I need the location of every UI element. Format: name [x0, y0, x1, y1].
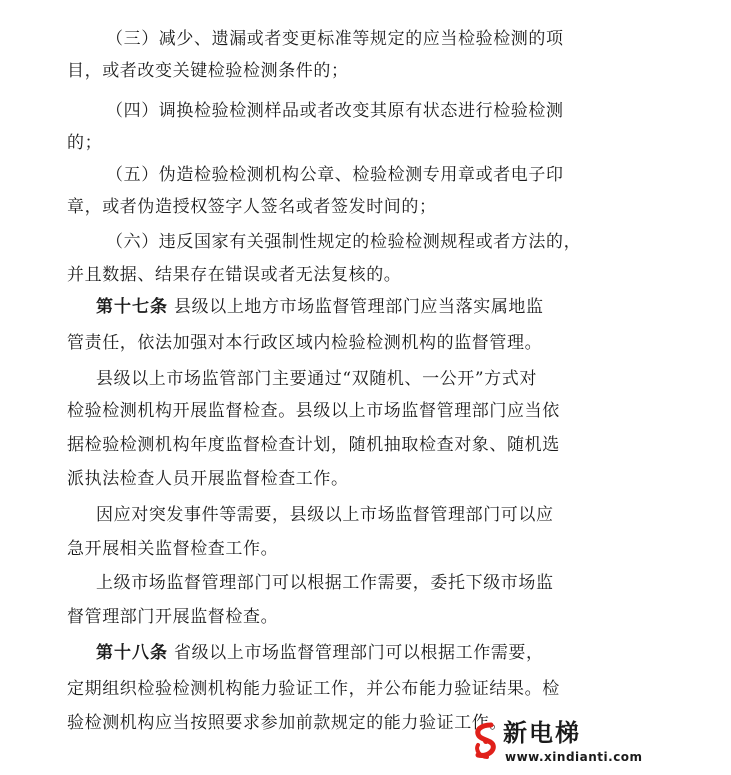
- watermark-url: www.xindianti.com: [505, 750, 643, 764]
- item-3-line-2: 目，或者改变关键检验检测条件的；: [67, 61, 349, 81]
- article-18-line-3: 验检测机构应当按照要求参加前款规定的能力验证工作。: [67, 713, 507, 733]
- article-18-line-1: [96, 638, 721, 668]
- item-6-line-1: （六）违反国家有关强制性规定的检验检测规程或者方法的，: [106, 232, 582, 252]
- paragraph-2-line-1: 县级以上市场监管部门主要通过“双随机、一公开”方式对: [96, 369, 537, 389]
- item-5-line-1: （五）伪造检验检测机构公章、检验检测专用章或者电子印: [106, 165, 564, 185]
- article-18-line-2: 定期组织检验检测机构能力验证工作，并公布能力验证结果。检: [67, 679, 560, 699]
- paragraph-2-line-4: 派执法检查人员开展监督检查工作。: [67, 469, 349, 489]
- watermark-name: 新电梯: [503, 719, 581, 747]
- paragraph-2-line-2: 检验检测机构开展监督检查。县级以上市场监督管理部门应当依: [67, 401, 560, 421]
- item-4-line-2: 的；: [67, 133, 103, 153]
- elevator-logo-icon: [469, 721, 503, 761]
- paragraph-4-line-2: 督管理部门开展监督检查。: [67, 607, 279, 627]
- article-17-title: 第十七条: [96, 297, 168, 317]
- site-watermark: [469, 717, 643, 769]
- article-18-text: 省级以上市场监督管理部门可以根据工作需要，: [174, 643, 544, 663]
- paragraph-3-line-1: 因应对突发事件等需要，县级以上市场监督管理部门可以应: [96, 505, 554, 525]
- article-17-line-1: [96, 292, 721, 322]
- item-4-line-1: （四）调换检验检测样品或者改变其原有状态进行检验检测: [106, 101, 564, 121]
- paragraph-2-line-3: 据检验检测机构年度监督检查计划，随机抽取检查对象、随机选: [67, 435, 560, 455]
- item-5-line-2: 章，或者伪造授权签字人签名或者签发时间的；: [67, 197, 437, 217]
- article-17-line-2: 管责任，依法加强对本行政区域内检验检测机构的监督管理。: [67, 333, 543, 353]
- logo-dot: [483, 738, 489, 744]
- paragraph-4-line-1: 上级市场监督管理部门可以根据工作需要，委托下级市场监: [96, 573, 554, 593]
- article-18-title: 第十八条: [96, 643, 168, 663]
- logo-stroke-lower: [477, 745, 487, 757]
- article-17-text: 县级以上地方市场监督管理部门应当落实属地监: [174, 297, 544, 317]
- item-3-line-1: （三）减少、遗漏或者变更标准等规定的应当检验检测的项: [106, 29, 564, 49]
- paragraph-3-line-2: 急开展相关监督检查工作。: [67, 539, 279, 559]
- item-6-line-2: 并且数据、结果存在错误或者无法复核的。: [67, 265, 402, 285]
